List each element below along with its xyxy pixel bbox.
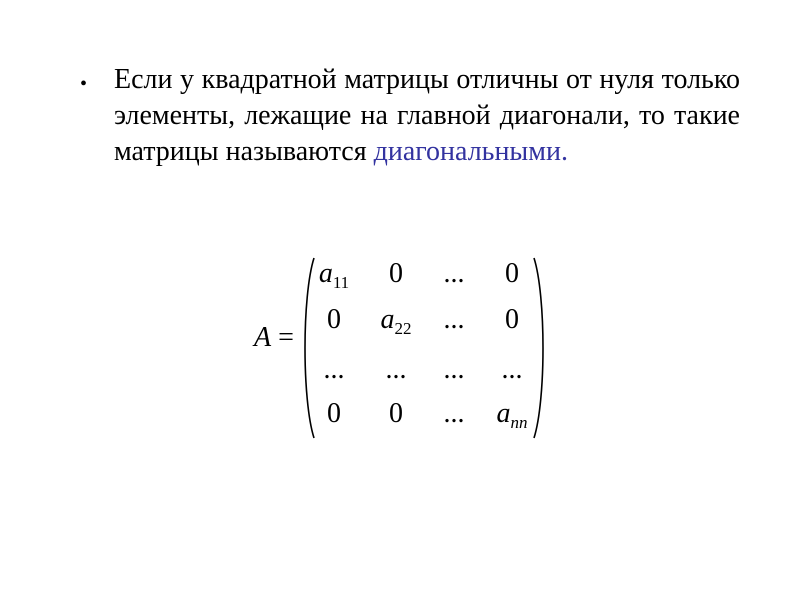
matrix-cell: 0: [505, 258, 519, 289]
equals-sign: =: [271, 322, 294, 353]
matrix-cell: ...: [443, 354, 465, 385]
matrix-cell: ...: [323, 354, 345, 385]
matrix-element-base: a: [380, 304, 395, 335]
matrix-cell: [484, 398, 540, 430]
matrix-cell: ...: [443, 398, 465, 429]
matrix-element-subscript: nn: [510, 413, 528, 432]
formula-lhs: [254, 322, 294, 354]
matrix-element-base: a: [318, 258, 333, 289]
matrix-cell: [306, 258, 362, 290]
definition-text: Если у квадратной матрицы отличны от нуля только элементы, лежащие на главной диагонали, то такие матрицы называются: [114, 64, 740, 167]
matrix-cell: [368, 304, 424, 336]
matrix-cell: 0: [327, 398, 341, 429]
bullet-icon: •: [80, 73, 88, 95]
highlighted-term: диагональными.: [373, 136, 568, 167]
matrix-element-subscript: 22: [394, 319, 412, 338]
matrix-cell: ...: [443, 304, 465, 335]
matrix-name: A: [254, 322, 272, 353]
matrix-cell: 0: [327, 304, 341, 335]
matrix-cell: ...: [385, 354, 407, 385]
matrix-cell: ...: [501, 354, 523, 385]
matrix-element-base: a: [496, 398, 511, 429]
matrix-element-subscript: 11: [332, 273, 350, 292]
matrix-cell: 0: [389, 398, 403, 429]
matrix-cell: 0: [389, 258, 403, 289]
matrix-cell: 0: [505, 304, 519, 335]
matrix-cell: ...: [443, 258, 465, 289]
